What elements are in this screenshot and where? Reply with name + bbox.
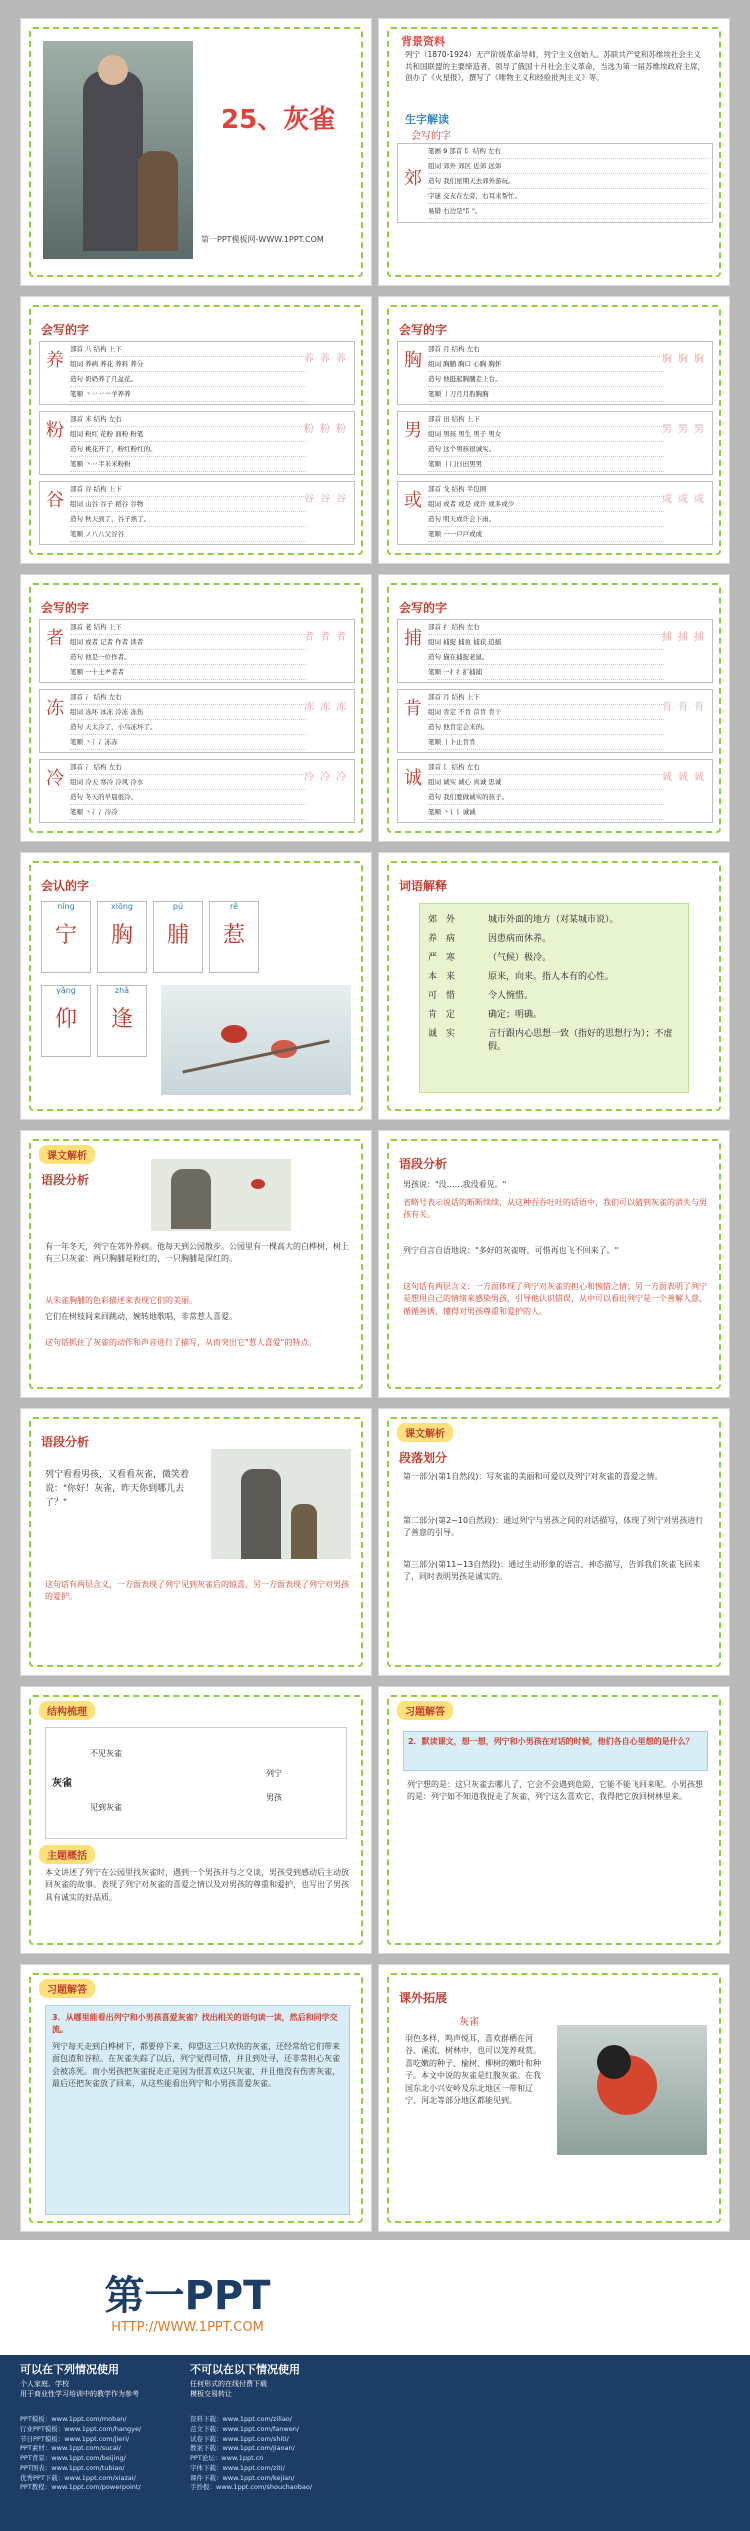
extension-text: 羽色多样，鸣声悦耳，喜欢群栖在河谷、溪流、树林中，也可以笼养观赏。喜吃嫩的种子、榆树、柳树的嫩叶和种子。本文中说的灰雀是红腹灰雀。在我国东北小兴安岭及东北地区一带和辽宁、河北等部分地区都能见到。 <box>405 2034 541 2105</box>
footer-link[interactable]: 优秀PPT下载：www.1ppt.com/xiazai/ <box>20 2473 136 2482</box>
char: 养 <box>46 350 64 371</box>
footer-link[interactable]: PPT论坛：www.1ppt.cn <box>190 2454 264 2462</box>
practice-grid: 男男男 <box>662 424 710 435</box>
row: 组词 冷天 寒冷 冷风 冷水 <box>70 775 306 790</box>
vocab-item: 肯 定 确定；明确。 <box>428 1010 543 1020</box>
char: 郊 <box>404 168 422 189</box>
row: 部首 月 结构 左右 <box>428 342 664 357</box>
char-card <box>39 689 355 753</box>
slide-chars-1 <box>20 296 372 564</box>
links-left <box>20 2415 141 2493</box>
footer-link[interactable]: 范文下载：www.1ppt.com/fanwen/ <box>190 2424 300 2433</box>
row: 部首 八 结构 上下 <box>70 342 306 357</box>
row: 组词 冻坏 冰冻 冷冻 冻伤 <box>70 705 306 720</box>
vocab-item: 可 惜 令人惋惜。 <box>428 991 534 1001</box>
char-card <box>39 759 355 823</box>
char: 仰 <box>54 1007 77 1032</box>
slide-structure <box>20 1686 372 1954</box>
cannot-item: 任何形式的在线付费下载 <box>190 2380 267 2388</box>
row: 组词 胸脯 胸口 心胸 胸怀 <box>428 357 664 372</box>
pinyin: xiōng <box>111 902 133 911</box>
branch: 不见灰雀 <box>90 1749 122 1758</box>
para: 第二部分(第2~10自然段)：通过列宁与男孩之间的对话描写，体现了列宁对男孩进行了善意的引导。 <box>403 1516 704 1538</box>
footer-info <box>0 2355 750 2531</box>
char: 或 <box>404 490 422 511</box>
bullfinch-photo <box>557 2025 707 2155</box>
para-red: 这句话有两层含义：一方面体现了列宁对灰雀的担心和惋惜之情；另一方面表明了列宁是想用自己的情绪来感染男孩，引导他认识错误，从中可以看出列宁是一个善解人意、循循善诱，懂得对男孩尊重和爱护的人。 <box>403 1282 707 1316</box>
row: 组词 诚实 诚心 真诚 忠诚 <box>428 775 664 790</box>
para: 有一年冬天，列宁在郊外养病。他每天到公园散步。公园里有一棵高大的白桦树，树上有三只灰雀：两只胸脯是粉红的，一只胸脯是深红的。 <box>45 1242 349 1264</box>
question-box <box>403 1731 708 1771</box>
cannot-title: 不可以在以下情况使用 <box>190 2363 300 2376</box>
row: 部首 米 结构 左右 <box>70 412 306 427</box>
slide-exercise-2 <box>378 1686 730 1954</box>
para: 它们在树枝间来回跳动，婉转地歌唱，非常惹人喜爱。 <box>45 1312 237 1321</box>
row: 造句 他肯定会来的。 <box>428 720 664 735</box>
footer-link[interactable]: 教案下载：www.1ppt.com/jiaoan/ <box>190 2444 295 2453</box>
pinyin: rě <box>229 902 239 911</box>
footer-link[interactable]: 课件下载：www.1ppt.com/kejian/ <box>190 2473 295 2482</box>
lesson-title: 25、灰雀 <box>221 105 336 135</box>
footer-logo: 第一PPT <box>104 2273 271 2319</box>
char-card <box>397 411 713 475</box>
row: 组词 男孩 男生 男子 男女 <box>428 427 664 442</box>
para: 第一部分(第1自然段)：写灰雀的美丽和可爱以及列宁对灰雀的喜爱之情。 <box>403 1472 663 1481</box>
char: 惹 <box>222 923 245 948</box>
row: 组词 或者 或是 或许 或多或少 <box>428 497 664 512</box>
para-red: 这句话有两层含义，一方面表现了列宁见到灰雀后的惊喜，另一方面表现了列宁对男孩的爱护。 <box>45 1580 349 1602</box>
recognize-card <box>209 901 259 973</box>
char: 脯 <box>166 923 189 948</box>
slide-heading: 语段分析 <box>399 1157 448 1171</box>
practice-grid: 冻冻冻 <box>304 702 352 713</box>
vocab-item: 郊 外 城市外面的地方（对某城市说）。 <box>428 915 619 925</box>
slide-extension <box>378 1964 730 2232</box>
practice-grid: 养养养 <box>304 354 352 365</box>
slide-chars-2 <box>378 296 730 564</box>
can-title: 可以在下列情况使用 <box>20 2363 119 2376</box>
footer-link[interactable]: 字体下载：www.1ppt.com/ziti/ <box>190 2463 285 2472</box>
char-card <box>39 619 355 683</box>
para-red: 省略号表示说话的断断续续，从这种吞吞吐吐的话语中，我们可以猜到灰雀的消失与男孩有关。 <box>403 1198 707 1220</box>
structure-diagram <box>45 1727 347 1839</box>
row: 组词 山谷 谷子 稻谷 谷物 <box>70 497 306 512</box>
slide-exercise-3 <box>20 1964 372 2232</box>
char-card <box>39 341 355 405</box>
recognize-card <box>41 901 91 973</box>
branch: 男孩 <box>266 1793 282 1802</box>
slide-analysis-3 <box>20 1408 372 1676</box>
row: 造句 他是一位作者。 <box>70 650 306 665</box>
row: 造句 奶奶养了几盆花。 <box>70 372 306 387</box>
char-card <box>39 481 355 545</box>
char: 男 <box>404 420 422 441</box>
row: 造句 猫在捕捉老鼠。 <box>428 650 664 665</box>
row: 笔顺 丨冂日田男男 <box>428 457 664 472</box>
para: 男孩说："没……我没看见。" <box>403 1180 507 1189</box>
char: 诚 <box>404 768 422 789</box>
root-node: 灰雀 <box>52 1778 72 1789</box>
practice-grid: 谷谷谷 <box>304 494 352 505</box>
slide-heading: 课外拓展 <box>399 1991 448 2005</box>
can-item: 用于商业性学习培训中的教学作为参考 <box>20 2390 139 2398</box>
row: 笔顺 ノ八八父谷谷 <box>70 527 306 542</box>
row: 组词 粉红 花粉 面粉 粉笔 <box>70 427 306 442</box>
vocab-item: 本 来 原来，向来。指人本有的心性。 <box>428 972 615 982</box>
char: 肯 <box>404 698 422 719</box>
illustration <box>43 41 193 259</box>
slide-background <box>378 18 730 286</box>
footer-link[interactable]: PPT背景：www.1ppt.com/beijing/ <box>20 2454 126 2462</box>
can-item: 个人家庭、学校 <box>20 2380 69 2388</box>
char: 逢 <box>110 1007 133 1032</box>
row: 组词 郊外 郊区 近郊 远郊 <box>428 159 708 174</box>
question: 2．默读课文，想一想，列宁和小男孩在对话的时候，他们各自心里想的是什么？ <box>408 1737 694 1746</box>
slide-sections <box>378 1408 730 1676</box>
slide-heading: 词语解释 <box>399 879 448 893</box>
char-card-jiao <box>397 143 713 223</box>
char-card <box>397 341 713 405</box>
slide-title <box>20 18 372 286</box>
char-card <box>397 619 713 683</box>
char-card <box>39 411 355 475</box>
char: 胸 <box>404 350 422 371</box>
recognize-card <box>41 985 91 1057</box>
row: 笔顺 一十土耂者者 <box>70 665 306 680</box>
recognize-card <box>97 985 147 1057</box>
slide-recognize <box>20 852 372 1120</box>
pinyin: zhǎ <box>114 986 130 995</box>
row: 部首 老 结构 上下 <box>70 620 306 635</box>
footer-link[interactable]: PPT教程：www.1ppt.com/powerpoint/ <box>20 2483 141 2492</box>
row: 造句 秋天到了，谷子熟了。 <box>70 512 306 527</box>
row: 部首 谷 结构 上下 <box>70 482 306 497</box>
lenin-illustration <box>151 1159 291 1231</box>
footer-link[interactable]: 行业PPT模板：www.1ppt.com/hangye/ <box>20 2424 142 2433</box>
qa-box <box>45 2005 350 2215</box>
row: 造句 明天或许会下雨。 <box>428 512 664 527</box>
row: 造句 这个男孩很诚实。 <box>428 442 664 457</box>
summary: 本文讲述了列宁在公园里找灰雀时，遇到一个男孩并与之交谈，男孩受到感动后主动放回灰雀的故事。表现了列宁对灰雀的喜爱之情以及对男孩的尊重和爱护，也写出了男孩具有诚实的好品质。 <box>45 1868 349 1902</box>
practice-grid: 胸胸胸 <box>662 354 710 365</box>
footer-link[interactable]: 试卷下载：www.1ppt.com/shiti/ <box>190 2434 289 2443</box>
section-pill: 结构梳理 <box>39 1701 95 1720</box>
background-heading: 背景资料 <box>401 35 445 48</box>
practice-grid: 粉粉粉 <box>304 424 352 435</box>
para-red: 从朱雀胸脯的色彩描述来表现它们的美丽。 <box>45 1296 197 1305</box>
row: 笔顺 一扌扌扩捕捕 <box>428 665 664 680</box>
row: 组词 或者 记者 作者 读者 <box>70 635 306 650</box>
slide-heading: 语段分析 <box>41 1173 90 1187</box>
row: 笔顺 丿刀月月肑胸胸 <box>428 387 664 402</box>
section-pill: 课文解析 <box>39 1145 95 1164</box>
row: 部首 冫 结构 左右 <box>70 760 306 775</box>
row: 部首 扌 结构 左右 <box>428 620 664 635</box>
row: 造句 我们要做诚实的孩子。 <box>428 790 664 805</box>
row: 部首 冫 结构 左右 <box>70 690 306 705</box>
cannot-item: 模板交易转让 <box>190 2390 232 2398</box>
practice-grid: 肯肯肯 <box>662 702 710 713</box>
slide-heading: 会写的字 <box>399 601 448 615</box>
footer-link[interactable]: PPT素材：www.1ppt.com/sucai/ <box>20 2444 121 2453</box>
section-pill: 主题概括 <box>39 1845 95 1864</box>
practice-grid: 诚诚诚 <box>662 772 710 783</box>
row: 造句 他挺起胸脯走上台。 <box>428 372 664 387</box>
branch: 见到灰雀 <box>90 1803 122 1812</box>
birds-illustration <box>161 985 351 1095</box>
char-card <box>397 481 713 545</box>
char: 谷 <box>46 490 64 511</box>
pinyin: pú <box>172 902 184 911</box>
char: 捕 <box>404 628 422 649</box>
vocab-box <box>419 903 689 1093</box>
footer-link[interactable]: 资料下载：www.1ppt.com/ziliao/ <box>190 2415 292 2423</box>
char: 粉 <box>46 420 64 441</box>
vocab-item: 严 寒 （气候）极冷。 <box>428 953 552 963</box>
para: 列宁自言自语地说："多好的灰雀呀，可惜再也飞不回来了。" <box>403 1246 619 1255</box>
char-card <box>397 689 713 753</box>
branch: 列宁 <box>266 1769 282 1778</box>
section-pill: 习题解答 <box>397 1701 453 1720</box>
row: 笔顺 丶讠讠诚诚 <box>428 805 664 820</box>
links-right <box>190 2415 312 2493</box>
practice-grid: 冷冷冷 <box>304 772 352 783</box>
answer: 列宁每天走到白桦树下，都要停下来，仰望这三只欢快的灰雀，还经常给它们带来面包渣和谷粒。在灰雀失踪了以后，列宁觉得可惜，并且到处寻，还非常担心灰雀会被冻死。而小男孩把灰雀捉走正是因为很喜欢这只灰雀，并且他没有伤害灰雀，最后还把灰雀放了回来，从这些能看出列宁和小男孩喜爱灰雀。 <box>52 2041 340 2088</box>
row: 部首 田 结构 上下 <box>428 412 664 427</box>
row: 组词 捕捉 捕鱼 捕获 追捕 <box>428 635 664 650</box>
para: 第三部分(第11~13自然段)：通过生动形象的语言、神态描写，告诉我们灰雀飞回来了，同时表明男孩是诚实的。 <box>403 1560 701 1582</box>
slide-heading: 会写的字 <box>41 323 90 337</box>
slide-heading: 语段分析 <box>41 1435 90 1449</box>
row: 造句 我们星期天去郊外游玩。 <box>428 174 708 189</box>
vocab-item: 养 病 因患病而休养。 <box>428 934 552 944</box>
pinyin: yǎng <box>56 986 76 995</box>
row: 组词 肯定 不肯 首肯 肯干 <box>428 705 664 720</box>
row: 笔顺 丶丷丷䒑羊养养 <box>70 387 306 402</box>
row: 部首 讠 结构 左右 <box>428 760 664 775</box>
char: 者 <box>46 628 64 649</box>
section-heading: 生字解读 <box>405 113 449 126</box>
pinyin: níng <box>57 902 75 911</box>
row: 造句 桃花开了，粉红粉红的。 <box>70 442 306 457</box>
row: 笔顺 丶冫冫冷冷 <box>70 805 306 820</box>
row: 笔顺 丨卜止肯肯 <box>428 735 664 750</box>
slide-analysis-1 <box>20 1130 372 1398</box>
watermark: 第一PPT模板网-WWW.1PPT.COM <box>201 235 324 244</box>
char: 冷 <box>46 768 64 789</box>
row: 笔画 9 部首 阝 结构 左右 <box>428 144 708 159</box>
footer-link[interactable]: PPT模板：www.1ppt.com/moban/ <box>20 2415 127 2423</box>
char-card <box>397 759 713 823</box>
footer-url: HTTP://WWW.1PPT.COM <box>111 2320 264 2335</box>
lenin-boy-illustration <box>211 1449 351 1559</box>
recognize-card <box>153 901 203 973</box>
section-pill: 课文解析 <box>397 1423 453 1442</box>
sub-heading: 会写的字 <box>411 131 451 142</box>
slide-heading: 段落划分 <box>399 1451 448 1465</box>
row: 笔顺 一一戸戸或或 <box>428 527 664 542</box>
slide-vocab <box>378 852 730 1120</box>
char: 宁 <box>54 923 77 948</box>
row: 部首 戈 结构 半包围 <box>428 482 664 497</box>
row: 笔顺 丶冫冫冻冻 <box>70 735 306 750</box>
practice-grid: 捕捕捕 <box>662 632 710 643</box>
slide-chars-4 <box>378 574 730 842</box>
recognize-card <box>97 901 147 973</box>
row: 部首 月 结构 上下 <box>428 690 664 705</box>
row: 组词 养病 养花 养料 养分 <box>70 357 306 372</box>
footer-link[interactable]: 节日PPT模板：www.1ppt.com/jieri/ <box>20 2434 130 2443</box>
practice-grid: 或或或 <box>662 494 710 505</box>
footer-link[interactable]: 手抄报：www.1ppt.com/shouchaobao/ <box>190 2483 313 2492</box>
extension-subtitle: 灰雀 <box>459 2017 479 2028</box>
question: 3．从哪里能看出列宁和小男孩喜爱灰雀？找出相关的语句读一读，然后和同学交流。 <box>52 2013 338 2035</box>
answer: 列宁想的是：这只灰雀去哪儿了，它会不会遇到危险，它能不能飞回来呢。小男孩想的是：列宁如不知道我捉走了灰雀，列宁这么喜欢它，我得把它放回树林里来。 <box>407 1780 703 1802</box>
vocab-item: 诚 实 言行跟内心思想一致（指好的思想行为）；不虚假。 <box>428 1029 673 1052</box>
char: 胸 <box>110 923 133 948</box>
slide-analysis-2 <box>378 1130 730 1398</box>
slide-heading: 会认的字 <box>41 879 90 893</box>
practice-grid: 者者者 <box>304 632 352 643</box>
footer-link[interactable]: PPT图表：www.1ppt.com/tubiao/ <box>20 2463 125 2472</box>
char: 冻 <box>46 698 64 719</box>
row: 造句 天太冷了，小鸟冻坏了。 <box>70 720 306 735</box>
slide-heading: 会写的字 <box>399 323 448 337</box>
row: 字谜 交友在左旁，右耳来帮忙。 <box>428 189 708 204</box>
para-red: 这句话抓住了灰雀的动作和声音进行了描写，从而突出它"惹人喜爱"的特点。 <box>45 1338 317 1347</box>
slide-frame <box>387 1139 721 1389</box>
slide-chars-3 <box>20 574 372 842</box>
row: 笔顺 丶丷半米米粉粉 <box>70 457 306 472</box>
row: 易错 右边是"阝"。 <box>428 204 708 219</box>
row: 造句 冬天的早晨很冷。 <box>70 790 306 805</box>
background-text: 列宁（1870-1924）无产阶级革命导师，列宁主义创始人。苏联共产党和苏维埃社会主义共和国联盟的主要缔造者。领导了俄国十月社会主义革命，当选为第一届苏维埃政府主席，创办了《火星报》，撰写了《唯物主义和经验批判主义》等。 <box>405 50 705 83</box>
slide-heading: 会写的字 <box>41 601 90 615</box>
section-pill: 习题解答 <box>39 1979 95 1998</box>
para: 列宁看看男孩，又看看灰雀，微笑着说："你好！灰雀，昨天你到哪儿去了？" <box>45 1470 190 1508</box>
